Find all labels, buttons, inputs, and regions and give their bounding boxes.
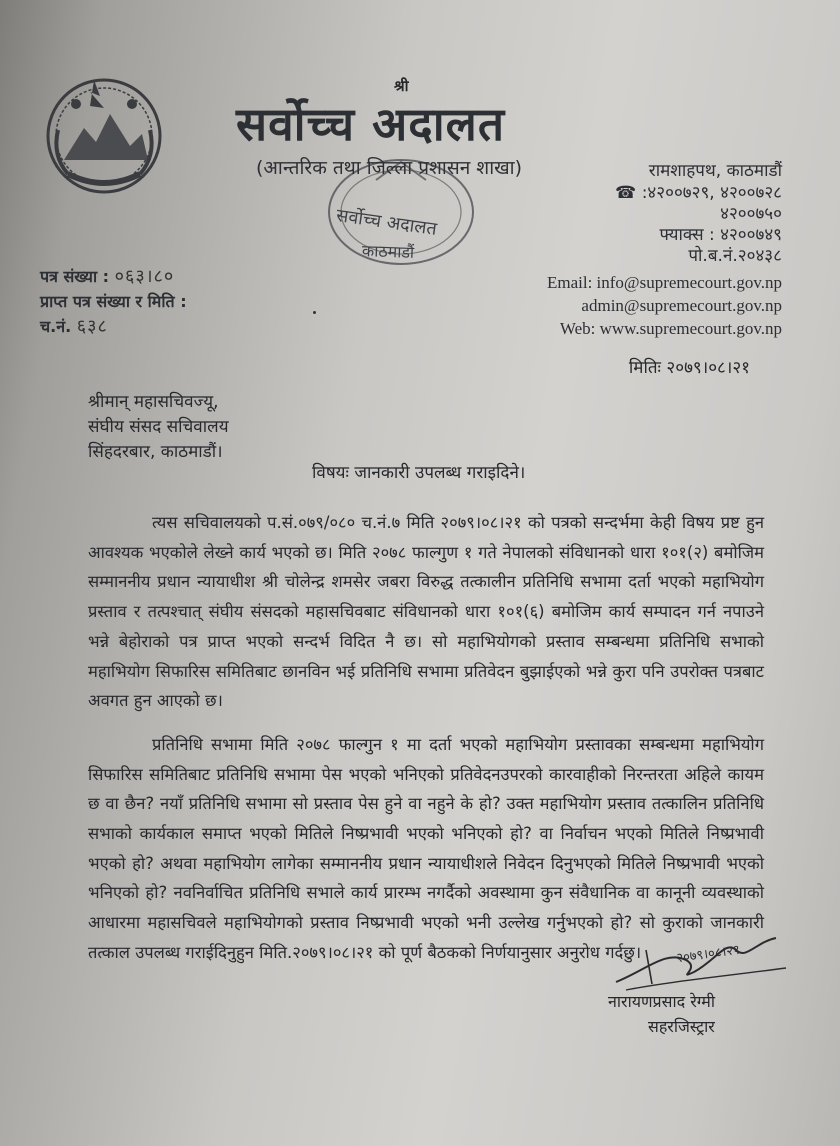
stamp-text-court: सर्वोच्च अदालत: [334, 205, 439, 240]
website: Web: www.supremecourt.gov.np: [559, 319, 782, 338]
signature-date: २०७९।०८।२१: [675, 942, 741, 967]
received-letter-label: प्राप्त पत्र संख्या र मिति :: [40, 292, 187, 311]
body-paragraph-2: प्रतिनिधि सभामा मिति २०७८ फाल्गुन १ मा दर्ता भएको महाभियोग प्रस्तावका सम्बन्धमा महाभियोग सिफारिस समितिबाट प्रतिनिधि सभामा पेस भएको भनिएको प्रतिवेदनउपरको कारवाहीको निरन्तरता अहिले कायम छ वा छैन? नयाँ प्रतिनिधि सभामा सो प्रस्ताव पेस हुने वा नहुने के हो? उक्त महाभियोग प्रस्ताव तत्कालिन प्रतिनिधि सभाको कार्यकाल समाप्त भएको मितिले निष्प्रभावी भएको भनिएको हो? वा निर्वाचन भएको मितिले निष्प्रभावी भएको हो? अथवा महाभियोग लागेका सम्माननीय प्रधान न्यायाधीशले निवेदन दिनुभएको मितिले निष्प्रभावी भएको भनिएको हो? नवनिर्वाचित प्रतिनिधि सभाले कार्य प्रारम्भ नगर्दैको अवस्थामा कुन संवैधानिक वा कानूनी व्यवस्थाको आधारमा महासचिवले महाभियोगको प्रस्ताव निष्प्रभावी भएको भनी उल्लेख गर्नुभएको हो? सो कुराको जानकारी तत्काल उपलब्ध गराईदिनुहुन मिति.२०७९।०८।२१ को पूर्ण बैठकको निर्णयानुसार अनुरोध गर्दछु।: [88, 734, 764, 962]
recipient-line-3: सिंहदरबार, काठमाडौं।: [88, 442, 223, 462]
dispatch-number-label: च.नं.: [40, 317, 72, 336]
letter-date: मितिः २०७९।०८।२१: [628, 358, 750, 378]
body-paragraph-1: त्यस सचिवालयको प.सं.०७९/०८० च.नं.७ मिति २०७९।०८।२१ को पत्रको सन्दर्भमा केही विषय प्रष्ट हुन आवश्यक भएकोले लेख्ने कार्य भएको छ। मिति २०७८ फाल्गुण १ गते नेपालको संविधानको धारा १०१(२) बमोजिम सम्माननीय प्रधान न्यायाधीश श्री चोलेन्द्र शमसेर जबरा विरुद्ध तत्कालीन प्रतिनिधि सभामा दर्ता भएको महाभियोग प्रस्ताव र तत्पश्चात् संघीय संसदको महासचिवबाट संविधानको धारा १०१(६) बमोजिम कार्य सम्पादन गर्न नपाउने भन्ने बेहोराको पत्र प्राप्त भएको सन्दर्भ विदित नै छ। सो महाभियोगको प्रस्ताव सम्बन्धमा प्रतिनिधि सभाको महाभियोग सिफारिस समितिबाट छानविन भई प्रतिनिधि सभामा प्रतिवेदन बुझाईएको भन्ने कुरा पनि उपरोक्त पत्रबाट अवगत हुन आएको छ।: [88, 513, 764, 711]
letter-body: [88, 508, 764, 982]
signatory-name: नारायणप्रसाद रेग्मी: [608, 992, 715, 1011]
dispatch-number-value: ६३८: [76, 316, 108, 337]
court-address: रामशाहपथ, काठमाडौं: [648, 161, 782, 181]
letter-number-label: पत्र संख्या :: [40, 267, 110, 286]
po-box: पो.ब.नं.२०४३८: [688, 246, 782, 266]
letter-number: [40, 264, 174, 288]
nepal-emblem-icon: [38, 70, 170, 198]
stamp-text-city: काठमाडौं: [361, 241, 415, 262]
email-info: Email: info@supremecourt.gov.np: [546, 273, 782, 292]
ink-dot: [313, 311, 316, 314]
fax-number: फ्याक्स : ४२००७४९: [659, 225, 782, 245]
email-admin: admin@supremecourt.gov.np: [581, 296, 782, 315]
letter-number-value: ०६३।८०: [114, 266, 175, 287]
phone-number-extra: ४२००७५०: [720, 204, 782, 224]
phone-numbers: ☎ :४२००७२९, ४२००७२८: [615, 183, 782, 203]
dispatch-number: [40, 314, 108, 338]
branch-name: (आन्तरिक तथा जिल्ला प्रशासन शाखा): [256, 157, 522, 179]
recipient-line-2: संघीय संसद सचिवालय: [88, 417, 229, 437]
subject-line: विषयः जानकारी उपलब्ध गराइदिने।: [312, 463, 526, 483]
court-name: सर्वोच्च अदालत: [236, 97, 506, 151]
honorific-shri: श्री: [394, 77, 409, 95]
recipient-line-1: श्रीमान् महासचिवज्यू,: [88, 392, 219, 412]
signatory-title: सहरजिस्ट्रार: [648, 1017, 715, 1036]
